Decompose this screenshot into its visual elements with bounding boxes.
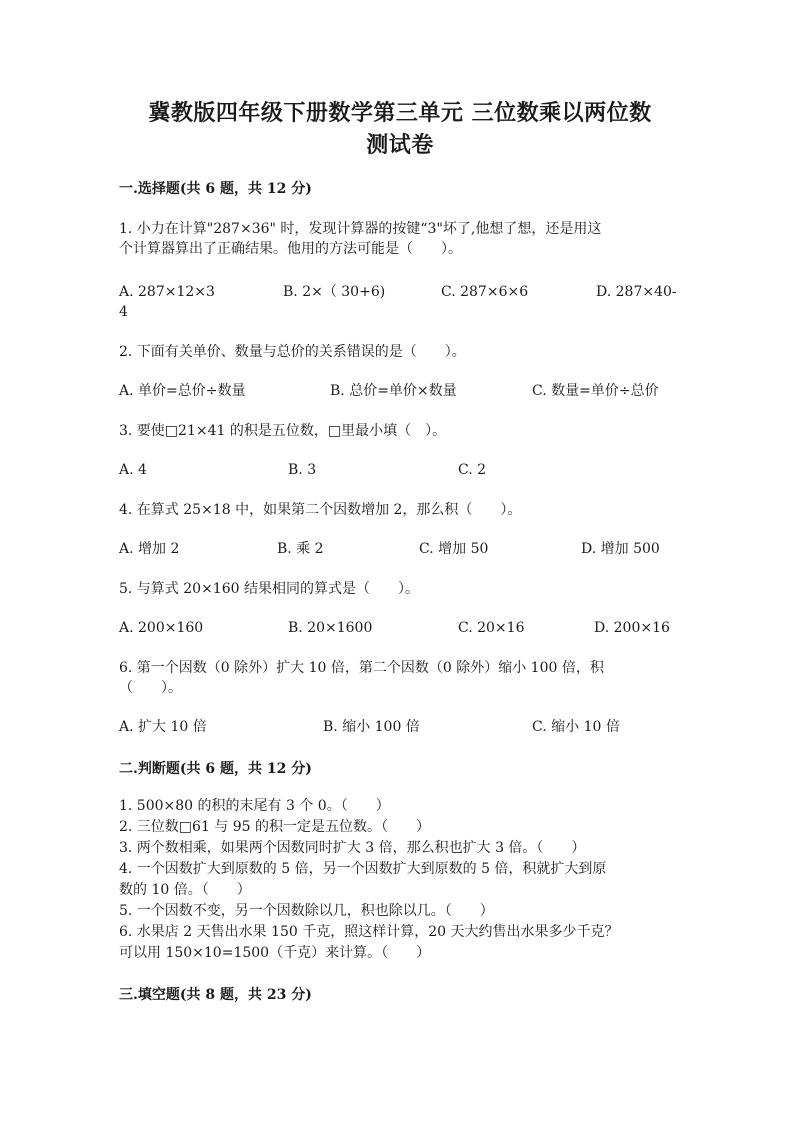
page-title <box>100 97 700 161</box>
question-4-options <box>119 539 684 559</box>
option-c[interactable]: C. 20×16 <box>458 620 525 636</box>
option-a[interactable]: A. 扩大 10 倍 <box>119 719 207 735</box>
option-a[interactable]: A. 200×160 <box>119 620 204 636</box>
question-5 <box>119 579 684 599</box>
judge-questions <box>119 796 684 964</box>
title-line-1: 冀教版四年级下册数学第三单元 三位数乘以两位数 <box>148 100 652 126</box>
option-d[interactable]: D. 增加 500 <box>581 541 660 557</box>
question-1-options <box>119 282 684 302</box>
option-a[interactable]: A. 单价=总价÷数量 <box>119 383 246 399</box>
option-c[interactable]: C. 287×6×6 <box>441 284 529 300</box>
question-4 <box>119 500 684 520</box>
option-a[interactable]: A. 287×12×3 <box>119 284 215 300</box>
option-b[interactable]: B. 缩小 100 倍 <box>323 719 420 735</box>
option-b[interactable]: B. 2×（ 30+6) <box>283 284 386 300</box>
judge-line: 5. 一个因数不变，另一个因数除以几，积也除以几。（ ） <box>119 903 494 919</box>
title-line-2: 测试卷 <box>366 132 434 158</box>
option-b[interactable]: B. 20×1600 <box>288 620 373 636</box>
judge-line: 4. 一个因数扩大到原数的 5 倍，另一个因数扩大到原数的 5 倍，积就扩大到原 <box>119 861 607 877</box>
question-3 <box>119 421 684 441</box>
option-a[interactable]: A. 增加 2 <box>119 541 180 557</box>
option-c[interactable]: C. 增加 50 <box>419 541 489 557</box>
question-4-line-1: 4. 在算式 25×18 中，如果第二个因数增加 2，那么积（ ）。 <box>119 502 522 518</box>
judge-line: 6. 水果店 2 天售出水果 150 千克，照这样计算，20 天大约售出水果多少千克？ <box>119 924 619 940</box>
option-b[interactable]: B. 总价=单价×数量 <box>330 383 457 399</box>
option-d[interactable]: D. 287×40- <box>596 284 677 300</box>
question-1 <box>119 219 684 259</box>
option-d-wrap: 4 <box>119 304 128 320</box>
section-heading-judge: 二.判断题(共 6 题，共 12 分) <box>119 761 312 777</box>
question-2-options <box>119 381 684 401</box>
option-b[interactable]: B. 乘 2 <box>277 541 324 557</box>
option-c[interactable]: C. 缩小 10 倍 <box>532 719 620 735</box>
question-1-line-2: 个计算器算出了正确结果。他用的方法可能是（ ）。 <box>119 241 462 257</box>
question-5-options <box>119 618 684 638</box>
judge-line: 数的 10 倍。（ ） <box>119 882 251 898</box>
question-6-line-1: 6. 第一个因数（0 除外）扩大 10 倍，第二个因数（0 除外）缩小 100 倍，积 <box>119 660 604 676</box>
section-heading-choice: 一.选择题(共 6 题，共 12 分) <box>119 181 312 197</box>
question-1-line-1: 1. 小力在计算"287×36" 时，发现计算器的按键“3"坏了,他想了想，还是用这 <box>119 221 602 237</box>
question-3-options <box>119 460 684 480</box>
question-6 <box>119 658 684 698</box>
question-3-line-1: 3. 要使□21×41 的积是五位数，□里最小填（ ）。 <box>119 423 447 439</box>
option-d[interactable]: D. 200×16 <box>594 620 670 636</box>
question-2-line-1: 2. 下面有关单价、数量与总价的关系错误的是（ ）。 <box>119 344 466 360</box>
question-6-line-2: （ ）。 <box>119 680 182 696</box>
question-2 <box>119 342 684 362</box>
judge-line: 1. 500×80 的积的末尾有 3 个 0。（ ） <box>119 798 390 814</box>
option-b[interactable]: B. 3 <box>288 462 317 478</box>
question-5-line-1: 5. 与算式 20×160 结果相同的算式是（ ）。 <box>119 581 419 597</box>
option-a[interactable]: A. 4 <box>119 462 147 478</box>
option-c[interactable]: C. 2 <box>458 462 487 478</box>
judge-line: 3. 两个数相乘，如果两个因数同时扩大 3 倍，那么积也扩大 3 倍。（ ） <box>119 840 586 856</box>
judge-line: 可以用 150×10=1500（千克）来计算。（ ） <box>119 945 431 961</box>
option-c[interactable]: C. 数量=单价÷总价 <box>532 383 659 399</box>
question-6-options <box>119 717 684 737</box>
judge-line: 2. 三位数□61 与 95 的积一定是五位数。（ ） <box>119 819 431 835</box>
section-heading-fill: 三.填空题(共 8 题，共 23 分) <box>119 987 312 1003</box>
